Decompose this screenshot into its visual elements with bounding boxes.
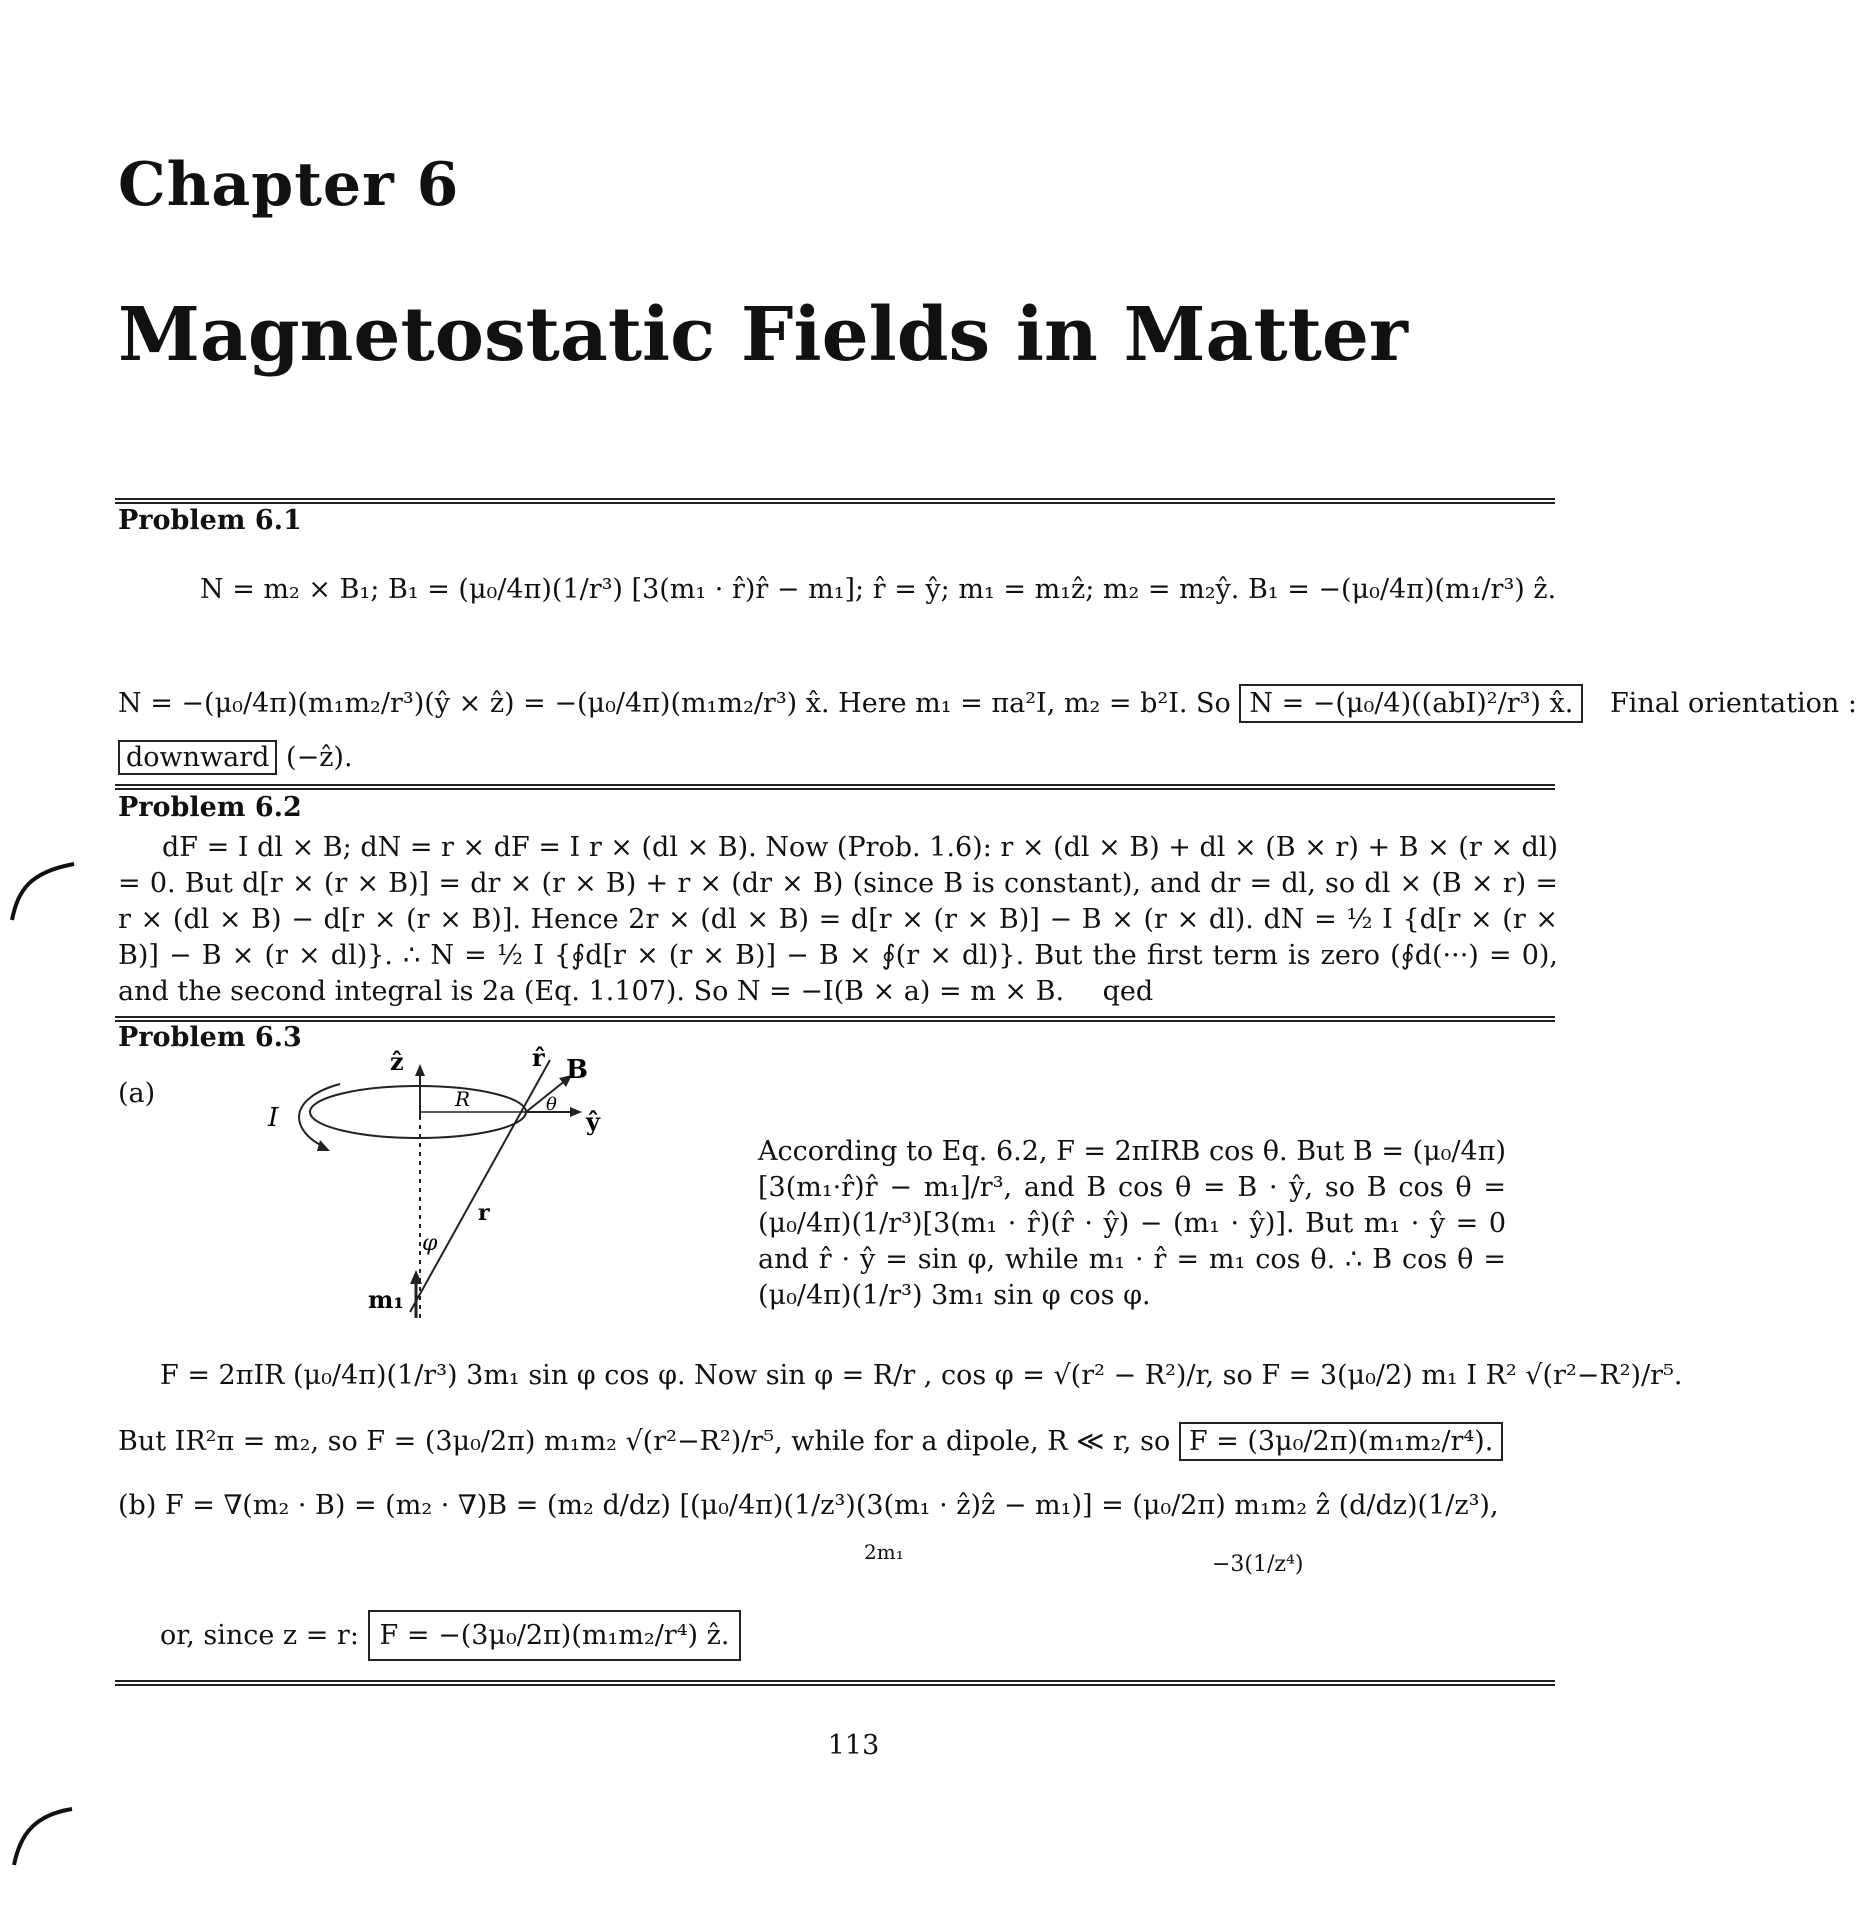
boxed-result: N = −(μ₀/4)((abI)²/r³) x̂. <box>1239 684 1583 723</box>
solution-text: dF = I dl × B; dN = r × dF = I r × (dl × B). Now (Prob. 1.6): r × (dl × B) + dl × (B × r) + B × (r × dl) = 0. But d[r × (r × B)] = dr × (r × B) + r × (dr × B) (since B is constant), and dr = dl, so dl × (B × r) = r × (dl × B) − d[r × (r × B)]. Hence 2r × (dl × B) = d[r × (r × B)] − B × (r × dl). dN = ½ I {d[r × (r × B)] − B × (r × dl)}. ∴ N = ½ I {∮d[r × (r × B)] − B × ∮(r × dl)}. But the first term is zero (∮d(···) = 0), and the second integral is 2a (Eq. 1.107). So N = −I(B × a) = m × B. <box>118 832 1558 1007</box>
loop-dipole-figure <box>260 1040 640 1330</box>
side-explanation: According to Eq. 6.2, F = 2πIRB cos θ. But B = (μ₀/4π)[3(m₁·r̂)r̂ − m₁]/r³, and B cos θ = B · ŷ, so B cos θ = (μ₀/4π)(1/r³)[3(m₁ · r̂)(r̂ · ŷ) − (m₁ · ŷ)]. But m₁ · ŷ = 0 and r̂ · ŷ = sin φ, while m₁ · r̂ = m₁ cos θ. ∴ B cos θ = (μ₀/4π)(1/r³) 3m₁ sin φ cos φ. <box>758 1136 1506 1311</box>
boxed-result: F = −(3μ₀/2π)(m₁m₂/r⁴) ẑ. <box>368 1610 742 1661</box>
problem-heading: Problem 6.3 <box>118 1022 302 1053</box>
r-hat-label: r̂ <box>532 1043 545 1072</box>
equation: (−ẑ). <box>286 742 353 773</box>
equation-line <box>160 1610 741 1661</box>
m1-label: m₁ <box>368 1285 404 1314</box>
problem-heading: Problem 6.1 <box>118 505 302 536</box>
equation-line <box>118 740 353 775</box>
theta-label: θ <box>546 1094 557 1115</box>
equation: N = −(μ₀/4π)(m₁m₂/r³)(ŷ × ẑ) = −(μ₀/4π)(m₁m₂/r³) x̂. Here m₁ = πa²I, m₂ = b²I. So <box>118 688 1231 719</box>
paragraph <box>118 830 1558 1010</box>
radius-label: R <box>455 1087 471 1111</box>
boxed-result: F = (3μ₀/2π)(m₁m₂/r⁴). <box>1179 1422 1504 1461</box>
check-mark-icon <box>0 1785 90 1875</box>
underbrace-label: −3(1/z⁴) <box>1212 1552 1304 1577</box>
chapter-title: Magnetostatic Fields in Matter <box>118 292 1408 378</box>
page-number: 113 <box>827 1730 880 1761</box>
problem-heading: Problem 6.2 <box>118 792 302 823</box>
b-field-label: B <box>566 1055 588 1085</box>
qed-mark: qed <box>1102 976 1154 1007</box>
equation: F = 2πIR (μ₀/4π)(1/r³) 3m₁ sin φ cos φ. Now sin φ = R/r , cos φ = √(r² − R²)/r, so F = 3(μ₀/2) m₁ I R² √(r²−R²)/r⁵. <box>160 1360 1683 1391</box>
equation: (b) F = ∇(m₂ · B) = (m₂ · ∇)B = (m₂ d/dz) [(μ₀/4π)(1/z³)(3(m₁ · ẑ)ẑ − m₁)] = (μ₀/2π) m₁m₂ ẑ (d/dz)(1/z³), <box>118 1490 1499 1521</box>
underbrace-label: 2m₁ <box>864 1540 904 1564</box>
check-mark-icon <box>0 850 90 930</box>
boxed-result: downward <box>118 740 277 775</box>
equation: Final orientation : <box>1609 688 1857 719</box>
phi-label: φ <box>422 1231 438 1256</box>
y-axis-label: ŷ <box>586 1107 600 1136</box>
divider <box>115 784 1555 790</box>
divider <box>115 1016 1555 1022</box>
equation: But IR²π = m₂, so F = (3μ₀/2π) m₁m₂ √(r²−R²)/r⁵, while for a dipole, R ≪ r, so <box>118 1426 1171 1457</box>
z-axis-label: ẑ <box>390 1047 404 1076</box>
equation: N = m₂ × B₁; B₁ = (μ₀/4π)(1/r³) [3(m₁ · r̂)r̂ − m₁]; r̂ = ŷ; m₁ = m₁ẑ; m₂ = m₂ŷ. B₁ = −(μ₀/4π)(m₁/r³) ẑ. <box>200 574 1557 605</box>
r-label: r <box>478 1200 490 1226</box>
equation: or, since z = r: <box>160 1620 359 1651</box>
part-label: (a) <box>118 1078 156 1109</box>
current-label: I <box>268 1103 279 1133</box>
equation-line <box>118 1422 1503 1461</box>
equation-line <box>118 684 1857 723</box>
divider <box>115 498 1555 504</box>
chapter-label: Chapter 6 <box>118 150 460 220</box>
divider <box>115 1680 1555 1686</box>
